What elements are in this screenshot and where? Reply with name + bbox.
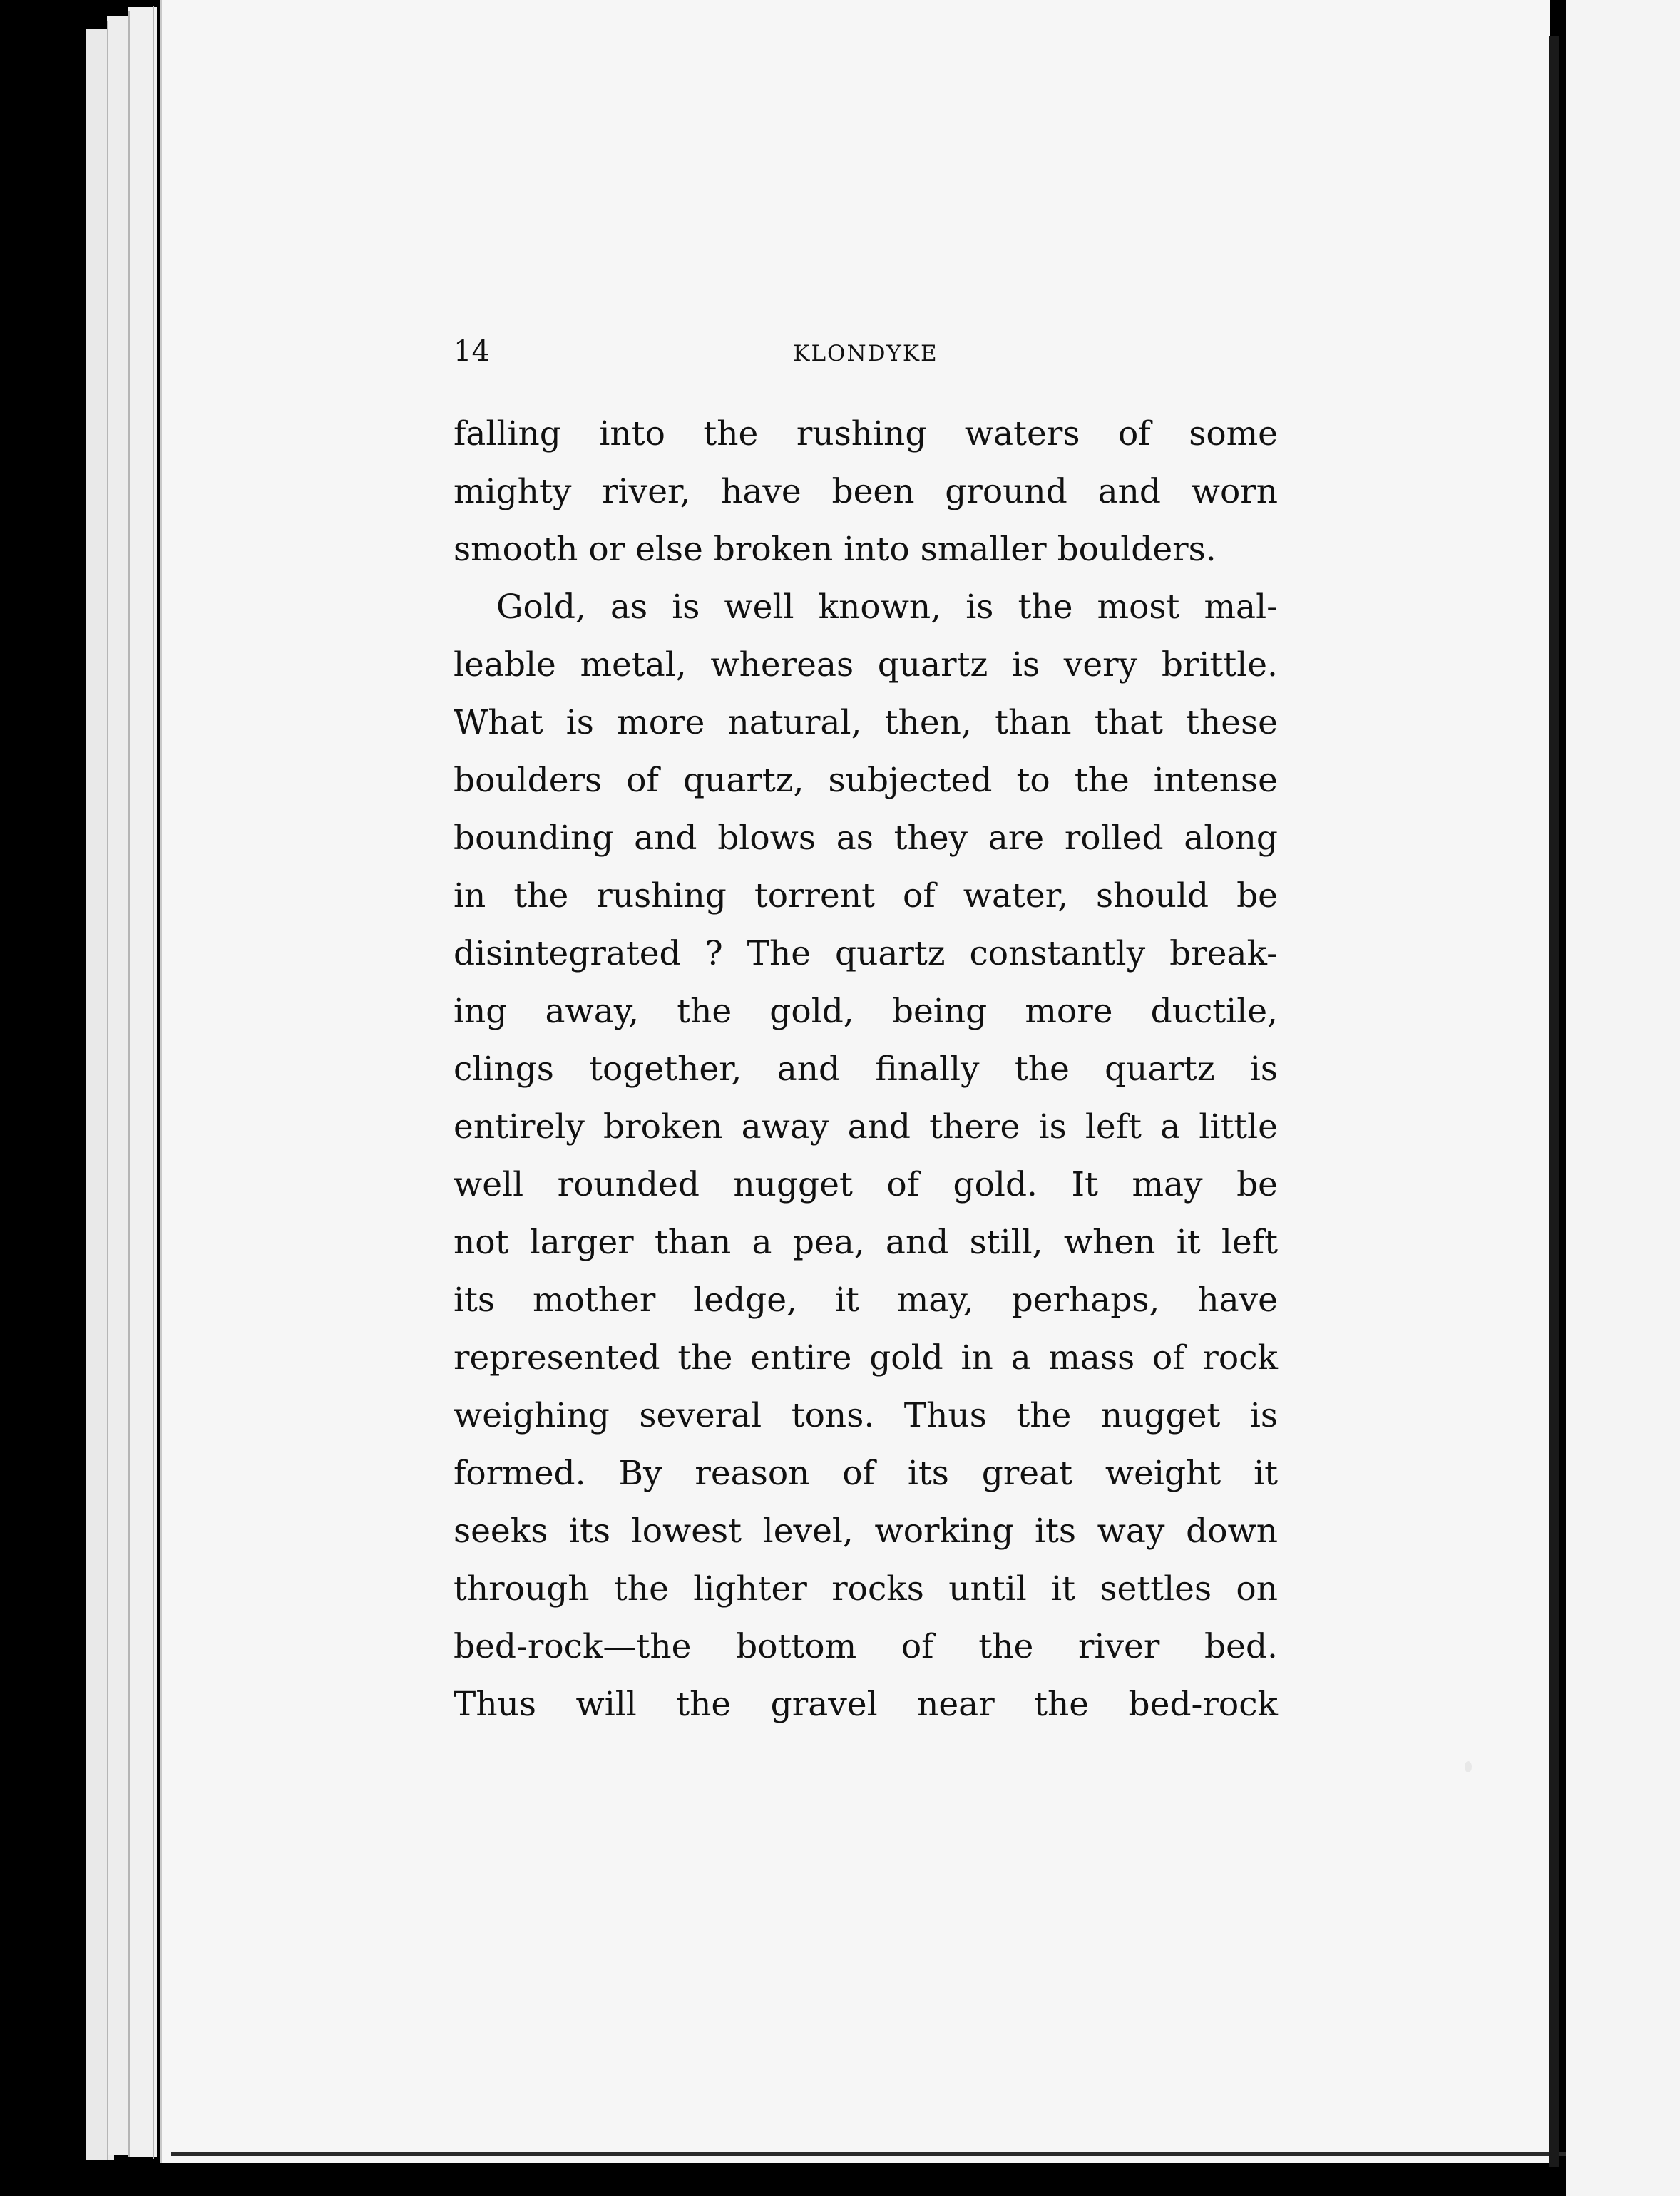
body-text — [454, 405, 1278, 1733]
text-line: represented the entire gold in a mass of rock — [454, 1338, 1278, 1377]
paper-speck — [1465, 1761, 1472, 1772]
page-edge-line — [107, 21, 108, 2160]
text-line: seeks its lowest level, working its way down — [454, 1512, 1278, 1551]
page-edge-line — [128, 11, 130, 2157]
facing-page-edge — [1566, 0, 1680, 2196]
text-line: ing away, the gold, being more ductile, — [454, 992, 1278, 1031]
text-line: falling into the rushing waters of some — [454, 414, 1278, 453]
text-line: well rounded nugget of gold. It may be — [454, 1165, 1278, 1204]
running-title: KLONDYKE — [793, 341, 938, 366]
text-line: its mother ledge, it may, perhaps, have — [454, 1281, 1278, 1320]
text-line: bounding and blows as they are rolled along — [454, 819, 1278, 858]
text-line: What is more natural, then, than that these — [454, 703, 1278, 742]
text-line: bed-rock—the bottom of the river bed. — [454, 1627, 1278, 1666]
text-line: disintegrated ? The quartz constantly break- — [454, 934, 1278, 973]
page-header — [454, 335, 1278, 378]
text-line: weighing several tons. Thus the nugget is — [454, 1396, 1278, 1435]
text-line: not larger than a pea, and still, when it left — [454, 1223, 1278, 1262]
text-line: leable metal, whereas quartz is very brittle. — [454, 645, 1278, 684]
text-line: Thus will the gravel near the bed-rock — [454, 1685, 1278, 1724]
text-line: entirely broken away and there is left a little — [454, 1107, 1278, 1146]
text-line: formed. By reason of its great weight it — [454, 1454, 1278, 1493]
page-edge-line — [153, 6, 154, 2159]
text-line: smooth or else broken into smaller boulders. — [454, 530, 1217, 569]
text-line: clings together, and finally the quartz is — [454, 1050, 1278, 1089]
page-bottom-shadow — [171, 2152, 1569, 2156]
text-line: through the lighter rocks until it settles on — [454, 1569, 1278, 1608]
text-line: in the rushing torrent of water, should be — [454, 876, 1278, 915]
text-line: mighty river, have been ground and worn — [454, 472, 1278, 511]
text-line: Gold, as is well known, is the most mal- — [496, 588, 1278, 627]
page-number: 14 — [454, 335, 490, 368]
text-line: boulders of quartz, subjected to the intense — [454, 761, 1278, 800]
book-gutter — [1549, 36, 1559, 2167]
